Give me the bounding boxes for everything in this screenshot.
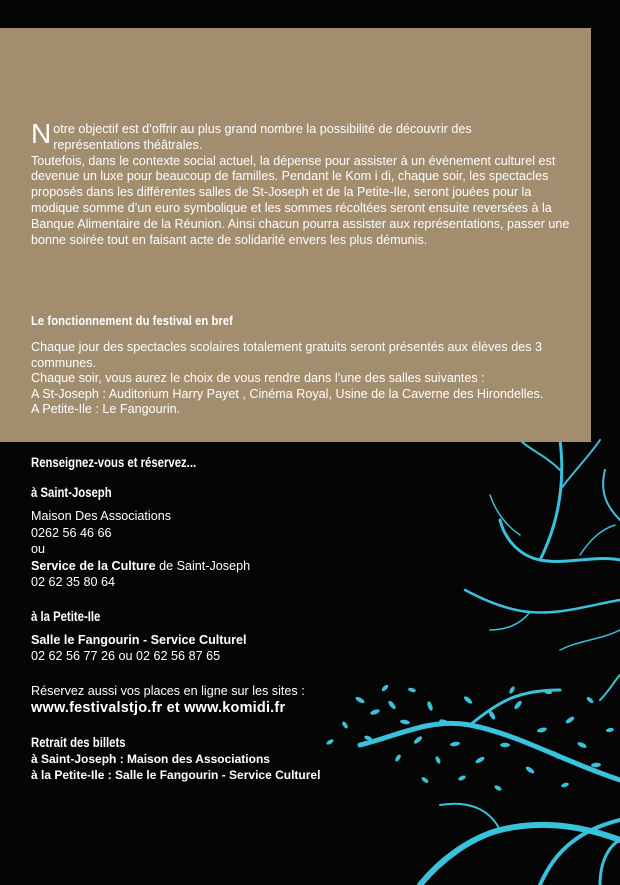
info-heading: Renseignez-vous et réservez... [31,455,197,470]
functioning-para-2: Chaque soir, vous aurez le choix de vous rendre dans l’une des salles suivantes : [31,371,485,385]
petite-ile-phones: 02 62 56 77 26 ou 02 62 56 87 65 [31,649,221,663]
saint-joseph-phone-2: 02 62 35 80 64 [31,575,116,589]
functioning-heading: Le fonctionnement du festival en bref [31,313,233,328]
tickets-line-2: à la Petite-Ile : Salle le Fangourin - Service Culturel [31,768,321,782]
booking-websites[interactable]: www.festivalstjo.fr et www.komidi.fr [31,700,286,716]
saint-joseph-org-2-rest: de Saint-Joseph [155,558,251,573]
petite-ile-org: Salle le Fangourin - Service Culturel [31,632,247,647]
intro-body: Toutefois, dans le contexte social actuel, la dépense pour assister à un évènement culturel est devenue un luxe pour beaucoup de familles. Pendant le Kom i di, chaque soir, les spectacles proposés dans les différentes salles de St-Joseph et de la Petite-Ile, seront jouées pour la modique somme d’un euro symbolique et les sommes récoltées seront ensuite reversées à la Banque Alimentaire de la Réunion. Ainsi chacun pourra assister aux représentations, passer une bonne soirée tout en faisant acte de solidarité envers les plus démunis. [31,153,570,247]
intro-panel [0,28,591,442]
functioning-para-1: Chaque jour des spectacles scolaires totalement gratuits seront présentés aux élèves des 3 communes. [31,340,543,370]
dropcap-letter: N [31,118,52,149]
saint-joseph-org-1: Maison Des Associations [31,509,171,523]
or-text: ou [31,542,46,556]
petite-ile-heading: à la Petite-Ile [31,608,101,624]
saint-joseph-phone-1: 0262 56 46 66 [31,525,112,540]
online-booking-text: Réservez aussi vos places en ligne sur les sites : [31,683,305,698]
info-section [31,455,471,783]
intro-paragraph [31,118,581,248]
intro-line-1: otre objectif est d’offrir au plus grand nombre la possibilité de découvrir des [53,122,472,136]
intro-line-2: représentations théâtrales. [53,137,203,152]
saint-joseph-org-2-bold: Service de la Culture [31,558,156,573]
tickets-line-1: à Saint-Joseph : Maison des Associations [31,752,270,766]
saint-joseph-org-2 [31,558,471,575]
functioning-body [31,340,586,418]
saint-joseph-heading: à Saint-Joseph [31,485,112,500]
functioning-para-3: A St-Joseph : Auditorium Harry Payet , Cinéma Royal, Usine de la Caverne des Hirondelles. [31,386,544,401]
tickets-heading: Retrait des billets [31,735,126,750]
functioning-para-4: A Petite-Ile : Le Fangourin. [31,402,181,416]
